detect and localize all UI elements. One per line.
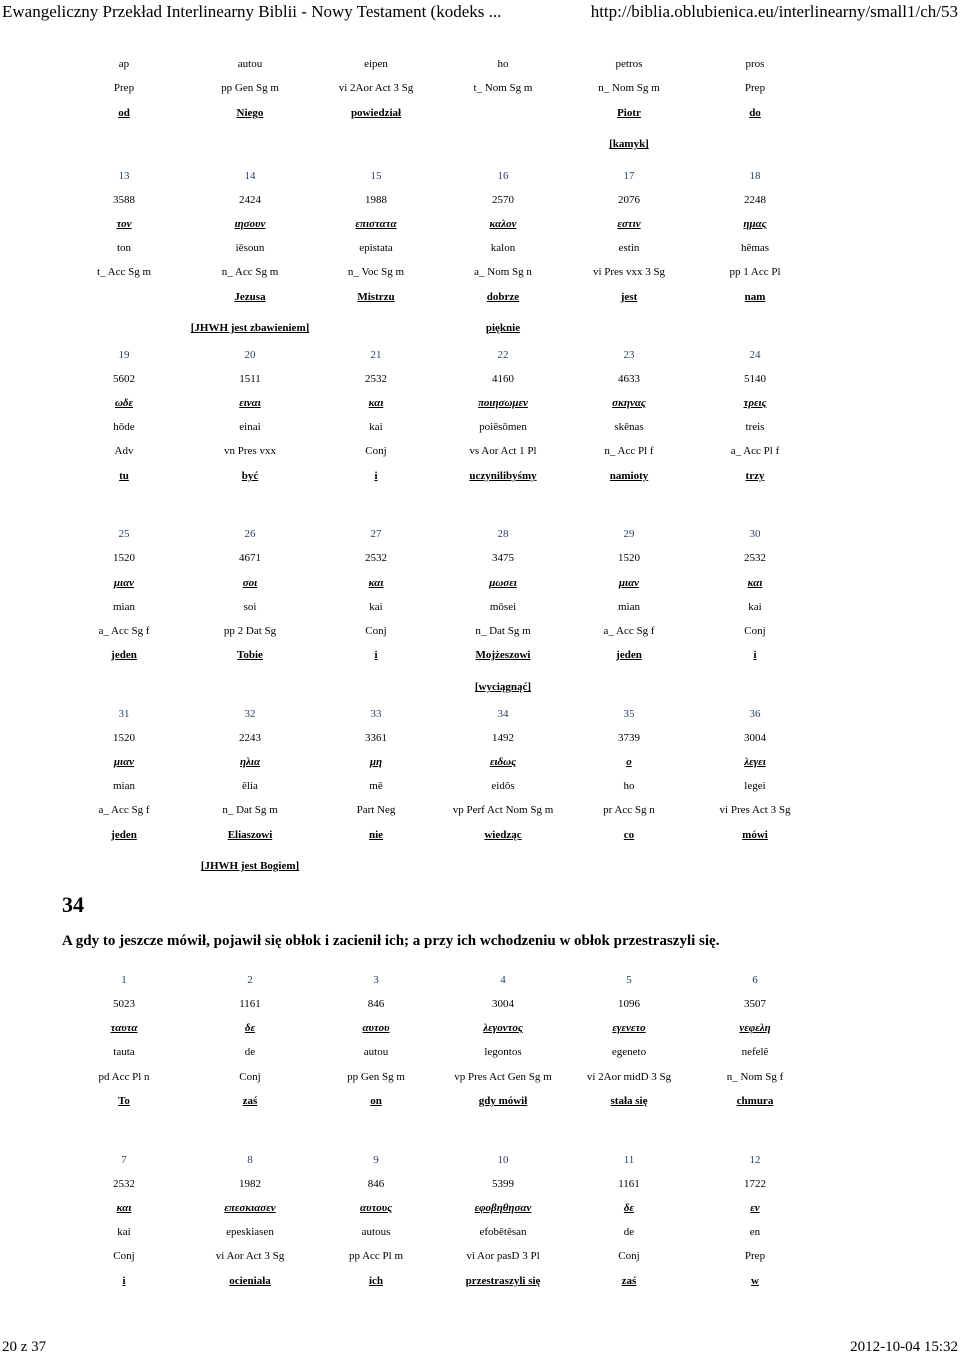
morph-code: vi Pres vxx 3 Sg [592, 266, 666, 278]
morph-code: pp Gen Sg m [347, 1071, 405, 1083]
morph-code: pp 2 Dat Sg [223, 625, 277, 637]
translit-word: hōde [113, 421, 135, 433]
strong-number: 1520 [618, 552, 640, 564]
strong-number: 1492 [492, 732, 514, 744]
morph-code: vi 2Aor midD 3 Sg [586, 1071, 672, 1083]
strong-row [60, 190, 880, 210]
word-number: 29 [623, 528, 635, 540]
polish-row [60, 103, 880, 123]
polish-row [60, 466, 880, 486]
polish-word-link[interactable]: To [118, 1095, 130, 1107]
polish-word-link[interactable]: stała się [610, 1095, 648, 1107]
strong-number: 2424 [239, 194, 261, 206]
polish-word-link[interactable]: uczynilibyśmy [469, 470, 537, 482]
translit-word: einai [239, 421, 261, 433]
morph-row [60, 621, 880, 641]
morph-code: Conj [239, 1071, 261, 1083]
word-number: 28 [497, 528, 509, 540]
strong-number: 2248 [744, 194, 766, 206]
morph-code: pr Acc Sg n [603, 804, 655, 816]
morph-code: Conj [365, 625, 387, 637]
number-row [60, 970, 880, 990]
morph-code: pd Acc Pl n [98, 1071, 150, 1083]
translit-word: tauta [113, 1046, 135, 1058]
polish-word-link[interactable]: jest [620, 291, 638, 303]
morph-code: vp Pres Act Gen Sg m [454, 1071, 552, 1083]
greek-word-link[interactable]: καλον [489, 218, 517, 230]
translit-word: soi [243, 601, 257, 613]
greek-row [60, 1018, 880, 1038]
morph-row [60, 1067, 880, 1087]
morph-code: vi Pres Act 3 Sg [719, 804, 791, 816]
polish-word-link[interactable]: Jezusa [234, 291, 266, 303]
greek-word-link[interactable]: μη [369, 756, 383, 768]
polish-word-link[interactable]: tu [119, 470, 129, 482]
strong-number: 3004 [492, 998, 514, 1010]
greek-word-link[interactable]: νεφελη [739, 1022, 771, 1034]
strong-number: 2532 [744, 552, 766, 564]
polish-word-link[interactable]: od [118, 107, 130, 119]
translit-word: ho [497, 58, 509, 70]
word-number: 23 [623, 349, 635, 361]
translit-row [60, 597, 880, 617]
strong-number: 846 [367, 998, 385, 1010]
page-counter: 20 z 37 [2, 1339, 47, 1355]
strong-number: 1722 [744, 1178, 766, 1190]
morph-code: vi Aor pasD 3 Pl [466, 1250, 540, 1262]
word-number: 16 [497, 170, 509, 182]
word-number: 25 [118, 528, 130, 540]
strong-row [60, 728, 880, 748]
meaning-note: [JHWH jest Bogiem] [200, 860, 300, 872]
morph-code: n_ Nom Sg m [598, 82, 660, 94]
polish-word-link[interactable]: namioty [609, 470, 649, 482]
number-row [60, 704, 880, 724]
verse-text: A gdy to jeszcze mówił, pojawił się obłok i zacienił ich; a przy ich wchodzeniu w obłok przestraszyli się. [62, 933, 720, 949]
greek-word-link[interactable]: εγενετο [612, 1022, 646, 1034]
strong-row [60, 369, 880, 389]
translit-word: skēnas [614, 421, 644, 433]
polish-word-link[interactable]: trzy [745, 470, 765, 482]
number-row [60, 524, 880, 544]
page-url[interactable]: http://biblia.oblubienica.eu/interlinearny/small1/ch/53 [590, 2, 958, 21]
translit-word: mian [113, 780, 135, 792]
word-number: 18 [749, 170, 761, 182]
morph-code: a_ Acc Pl f [730, 445, 780, 457]
morph-code: vs Aor Act 1 Pl [469, 445, 537, 457]
morph-code: Conj [744, 625, 766, 637]
translit-word: kalon [490, 242, 516, 254]
meaning-row [60, 318, 880, 338]
greek-word-link[interactable]: αυτου [362, 1022, 390, 1034]
polish-word-link[interactable]: Tobie [237, 649, 263, 661]
morph-code: n_ Dat Sg m [222, 804, 278, 816]
translit-word: ēlia [242, 780, 258, 792]
translit-word: mē [369, 780, 383, 792]
meaning-row [60, 856, 880, 876]
greek-word-link[interactable]: ο [626, 756, 632, 768]
morph-code: Prep [113, 82, 135, 94]
number-row [60, 166, 880, 186]
strong-row [60, 1174, 880, 1194]
word-number: 20 [244, 349, 256, 361]
word-number: 7 [121, 1154, 127, 1166]
morph-code: pp Gen Sg m [221, 82, 279, 94]
translit-word: kai [117, 1226, 131, 1238]
word-number: 6 [752, 974, 758, 986]
polish-word-link[interactable]: jeden [111, 649, 137, 661]
morph-code: vi 2Aor Act 3 Sg [338, 82, 414, 94]
morph-code: a_ Acc Sg f [98, 625, 150, 637]
polish-word-link[interactable]: i [374, 649, 378, 661]
strong-row [60, 994, 880, 1014]
polish-row [60, 1271, 880, 1291]
greek-word-link[interactable]: επιστατα [355, 218, 397, 230]
polish-word-link[interactable]: zaś [242, 1095, 258, 1107]
morph-code: Prep [744, 1250, 766, 1262]
page-title: Ewangeliczny Przekład Interlinearny Biblii - Nowy Testament (kodeks ... [2, 2, 502, 21]
strong-number: 3507 [744, 998, 766, 1010]
greek-word-link[interactable]: τον [116, 218, 132, 230]
polish-word-link[interactable]: ich [368, 1275, 384, 1287]
word-number: 27 [370, 528, 382, 540]
strong-number: 2532 [365, 552, 387, 564]
strong-number: 3361 [365, 732, 387, 744]
translit-word: mōsei [489, 601, 517, 613]
word-number: 9 [373, 1154, 379, 1166]
strong-number: 2076 [618, 194, 640, 206]
morph-row [60, 262, 880, 282]
word-number: 3 [373, 974, 379, 986]
strong-number: 3739 [618, 732, 640, 744]
morph-code: Adv [114, 445, 134, 457]
strong-number: 1520 [113, 732, 135, 744]
translit-word: eidōs [491, 780, 515, 792]
translit-word: efobētēsan [479, 1226, 527, 1238]
word-number: 30 [749, 528, 761, 540]
polish-row [60, 287, 880, 307]
translit-word: epeskiasen [226, 1226, 274, 1238]
strong-number: 3004 [744, 732, 766, 744]
word-number: 33 [370, 708, 382, 720]
word-number: 12 [749, 1154, 761, 1166]
verse-number: 34 [62, 892, 84, 917]
polish-word-link[interactable]: do [749, 107, 761, 119]
translit-row [60, 238, 880, 258]
translit-word: kai [369, 601, 383, 613]
greek-word-link[interactable]: λεγοντος [483, 1022, 523, 1034]
translit-word: de [623, 1226, 635, 1238]
translit-word: kai [748, 601, 762, 613]
translit-row [60, 1042, 880, 1062]
greek-word-link[interactable]: ταυτα [110, 1022, 138, 1034]
strong-number: 4160 [492, 373, 514, 385]
strong-number: 1161 [618, 1178, 640, 1190]
word-number: 26 [244, 528, 256, 540]
greek-row [60, 393, 880, 413]
number-row [60, 345, 880, 365]
greek-word-link[interactable]: λεγει [744, 756, 766, 768]
strong-number: 5602 [113, 373, 135, 385]
greek-word-link[interactable]: και [368, 397, 384, 409]
morph-code: vp Perf Act Nom Sg m [452, 804, 554, 816]
page-header [0, 0, 960, 22]
translit-word: treis [745, 421, 765, 433]
word-number: 2 [247, 974, 253, 986]
greek-word-link[interactable]: σοι [242, 577, 258, 589]
greek-word-link[interactable]: δε [244, 1022, 256, 1034]
greek-row [60, 1198, 880, 1218]
polish-word-link[interactable]: Eliaszowi [227, 829, 273, 841]
morph-code: Prep [744, 82, 766, 94]
strong-number: 2532 [113, 1178, 135, 1190]
greek-word-link[interactable]: ειναι [239, 397, 261, 409]
polish-word-link[interactable]: jeden [111, 829, 137, 841]
greek-word-link[interactable]: και [116, 1202, 132, 1214]
strong-number: 3475 [492, 552, 514, 564]
polish-word-link[interactable]: Mistrzu [357, 291, 395, 303]
polish-word-link[interactable]: przestraszyli się [465, 1275, 541, 1287]
translit-word: egeneto [611, 1046, 647, 1058]
word-number: 35 [623, 708, 635, 720]
strong-number: 5399 [492, 1178, 514, 1190]
strong-number: 1988 [365, 194, 387, 206]
morph-code: n_ Dat Sg m [475, 625, 531, 637]
morph-code: vi Aor Act 3 Sg [215, 1250, 285, 1262]
translit-word: kai [369, 421, 383, 433]
meaning-note: [wyciągnąć] [474, 681, 532, 693]
morph-row [60, 441, 880, 461]
morph-code: Conj [618, 1250, 640, 1262]
morph-code: n_ Acc Sg m [221, 266, 279, 278]
translit-word: autou [363, 1046, 389, 1058]
meaning-row [60, 134, 880, 154]
greek-row [60, 214, 880, 234]
meaning-note: [JHWH jest zbawieniem] [190, 322, 310, 334]
greek-word-link[interactable]: ημας [743, 218, 767, 230]
word-number: 10 [497, 1154, 509, 1166]
greek-word-link[interactable]: μιαν [113, 577, 135, 589]
translit-word: mian [113, 601, 135, 613]
morph-code: a_ Acc Sg f [98, 804, 150, 816]
polish-word-link[interactable]: w [751, 1275, 759, 1287]
greek-word-link[interactable]: ωδε [114, 397, 134, 409]
meaning-row [60, 677, 880, 697]
polish-word-link[interactable]: jeden [616, 649, 642, 661]
number-row [60, 1150, 880, 1170]
translit-word: estin [618, 242, 640, 254]
greek-word-link[interactable]: και [747, 577, 763, 589]
translit-word: epistata [359, 242, 393, 254]
strong-number: 1982 [239, 1178, 261, 1190]
translit-row [60, 776, 880, 796]
translit-word: petros [615, 58, 643, 70]
polish-word-link[interactable]: powiedział [350, 107, 402, 119]
greek-translit-row [60, 54, 880, 74]
word-number: 34 [497, 708, 509, 720]
translit-word: autou [237, 58, 263, 70]
morph-code: Conj [365, 445, 387, 457]
greek-word-link[interactable]: επεσκιασεν [224, 1202, 276, 1214]
word-number: 32 [244, 708, 256, 720]
meaning-note: pięknie [485, 322, 521, 334]
word-number: 36 [749, 708, 761, 720]
translit-word: hēmas [740, 242, 770, 254]
strong-number: 2532 [365, 373, 387, 385]
strong-number: 4633 [618, 373, 640, 385]
translit-word: ton [116, 242, 132, 254]
strong-number: 3588 [113, 194, 135, 206]
morph-code: t_ Acc Sg m [96, 266, 152, 278]
translit-word: ho [623, 780, 635, 792]
greek-word-link[interactable]: μιαν [113, 756, 135, 768]
strong-number: 1520 [113, 552, 135, 564]
translit-word: de [244, 1046, 256, 1058]
polish-word-link[interactable]: nam [744, 291, 766, 303]
translit-word: autous [361, 1226, 391, 1238]
word-number: 17 [623, 170, 635, 182]
morph-row [60, 78, 880, 98]
polish-word-link[interactable]: być [241, 470, 259, 482]
word-number: 22 [497, 349, 509, 361]
morph-code: n_ Acc Pl f [604, 445, 654, 457]
greek-word-link[interactable]: δε [623, 1202, 635, 1214]
morph-code: Part Neg [356, 804, 396, 816]
morph-code: Conj [113, 1250, 135, 1262]
word-number: 11 [623, 1154, 635, 1166]
greek-row [60, 573, 880, 593]
word-number: 15 [370, 170, 382, 182]
print-datetime: 2012-10-04 15:32 [850, 1339, 958, 1355]
word-number: 21 [370, 349, 382, 361]
morph-code: pp 1 Acc Pl [729, 266, 781, 278]
greek-word-link[interactable]: εστιν [617, 218, 641, 230]
greek-word-link[interactable]: εφοβηθησαν [474, 1202, 532, 1214]
word-number: 5 [626, 974, 632, 986]
polish-word-link[interactable]: ocieniała [229, 1275, 271, 1287]
polish-word-link[interactable]: co [623, 829, 635, 841]
polish-word-link[interactable]: nie [368, 829, 384, 841]
polish-word-link[interactable]: zaś [621, 1275, 637, 1287]
polish-word-link[interactable]: Mojżeszowi [475, 649, 531, 661]
polish-word-link[interactable]: gdy mówił [478, 1095, 528, 1107]
translit-row [60, 417, 880, 437]
polish-row [60, 1091, 880, 1111]
morph-row [60, 1246, 880, 1266]
strong-number: 1096 [618, 998, 640, 1010]
word-number: 13 [118, 170, 130, 182]
polish-word-link[interactable]: dobrze [486, 291, 520, 303]
translit-word: nefelē [741, 1046, 769, 1058]
translit-word: ap [118, 58, 130, 70]
translit-word: pros [745, 58, 765, 70]
page-footer [0, 1338, 960, 1356]
strong-number: 1161 [239, 998, 261, 1010]
polish-word-link[interactable]: mówi [742, 829, 768, 841]
greek-word-link[interactable]: ιησουν [234, 218, 266, 230]
strong-number: 4671 [239, 552, 261, 564]
word-number: 19 [118, 349, 130, 361]
polish-row [60, 825, 880, 845]
morph-code: n_ Nom Sg f [726, 1071, 784, 1083]
morph-code: t_ Nom Sg m [473, 82, 533, 94]
greek-word-link[interactable]: εν [750, 1202, 760, 1214]
greek-word-link[interactable]: μιαν [618, 577, 640, 589]
morph-code: a_ Acc Sg f [603, 625, 655, 637]
strong-number: 2570 [492, 194, 514, 206]
polish-word-link[interactable]: on [370, 1095, 382, 1107]
word-number: 1 [121, 974, 127, 986]
word-number: 24 [749, 349, 761, 361]
translit-word: legei [744, 780, 766, 792]
strong-number: 5140 [744, 373, 766, 385]
word-number: 31 [118, 708, 130, 720]
greek-word-link[interactable]: ειδως [489, 756, 517, 768]
word-number: 14 [244, 170, 256, 182]
word-number: 8 [247, 1154, 253, 1166]
translit-word: en [749, 1226, 761, 1238]
morph-row [60, 800, 880, 820]
polish-row [60, 645, 880, 665]
greek-word-link[interactable]: σκηνας [612, 397, 646, 409]
translit-row [60, 1222, 880, 1242]
morph-code: n_ Voc Sg m [347, 266, 405, 278]
polish-word-link[interactable]: i [374, 470, 378, 482]
greek-word-link[interactable]: μωσει [489, 577, 517, 589]
greek-word-link[interactable]: αυτους [360, 1202, 392, 1214]
polish-word-link[interactable]: Piotr [617, 107, 641, 119]
word-number: 4 [500, 974, 506, 986]
morph-code: pp Acc Pl m [348, 1250, 404, 1262]
strong-row [60, 548, 880, 568]
morph-code: vn Pres vxx [224, 445, 276, 457]
polish-word-link[interactable]: i [122, 1275, 126, 1287]
translit-word: poiēsōmen [479, 421, 527, 433]
polish-word-link[interactable]: wiedząc [484, 829, 522, 841]
meaning-note: [kamyk] [609, 138, 649, 150]
greek-word-link[interactable]: και [368, 577, 384, 589]
greek-row [60, 752, 880, 772]
strong-number: 5023 [113, 998, 135, 1010]
strong-number: 1511 [239, 373, 261, 385]
greek-word-link[interactable]: τρεις [743, 397, 767, 409]
translit-word: legontos [484, 1046, 522, 1058]
strong-number: 846 [367, 1178, 385, 1190]
polish-word-link[interactable]: chmura [736, 1095, 774, 1107]
greek-word-link[interactable]: ηλια [239, 756, 261, 768]
morph-code: a_ Nom Sg n [474, 266, 532, 278]
translit-word: mian [618, 601, 640, 613]
strong-number: 2243 [239, 732, 261, 744]
translit-word: iēsoun [235, 242, 265, 254]
polish-word-link[interactable]: i [753, 649, 757, 661]
translit-word: eipen [364, 58, 388, 70]
polish-word-link[interactable]: Niego [236, 107, 264, 119]
greek-word-link[interactable]: ποιησωμεν [478, 397, 528, 409]
